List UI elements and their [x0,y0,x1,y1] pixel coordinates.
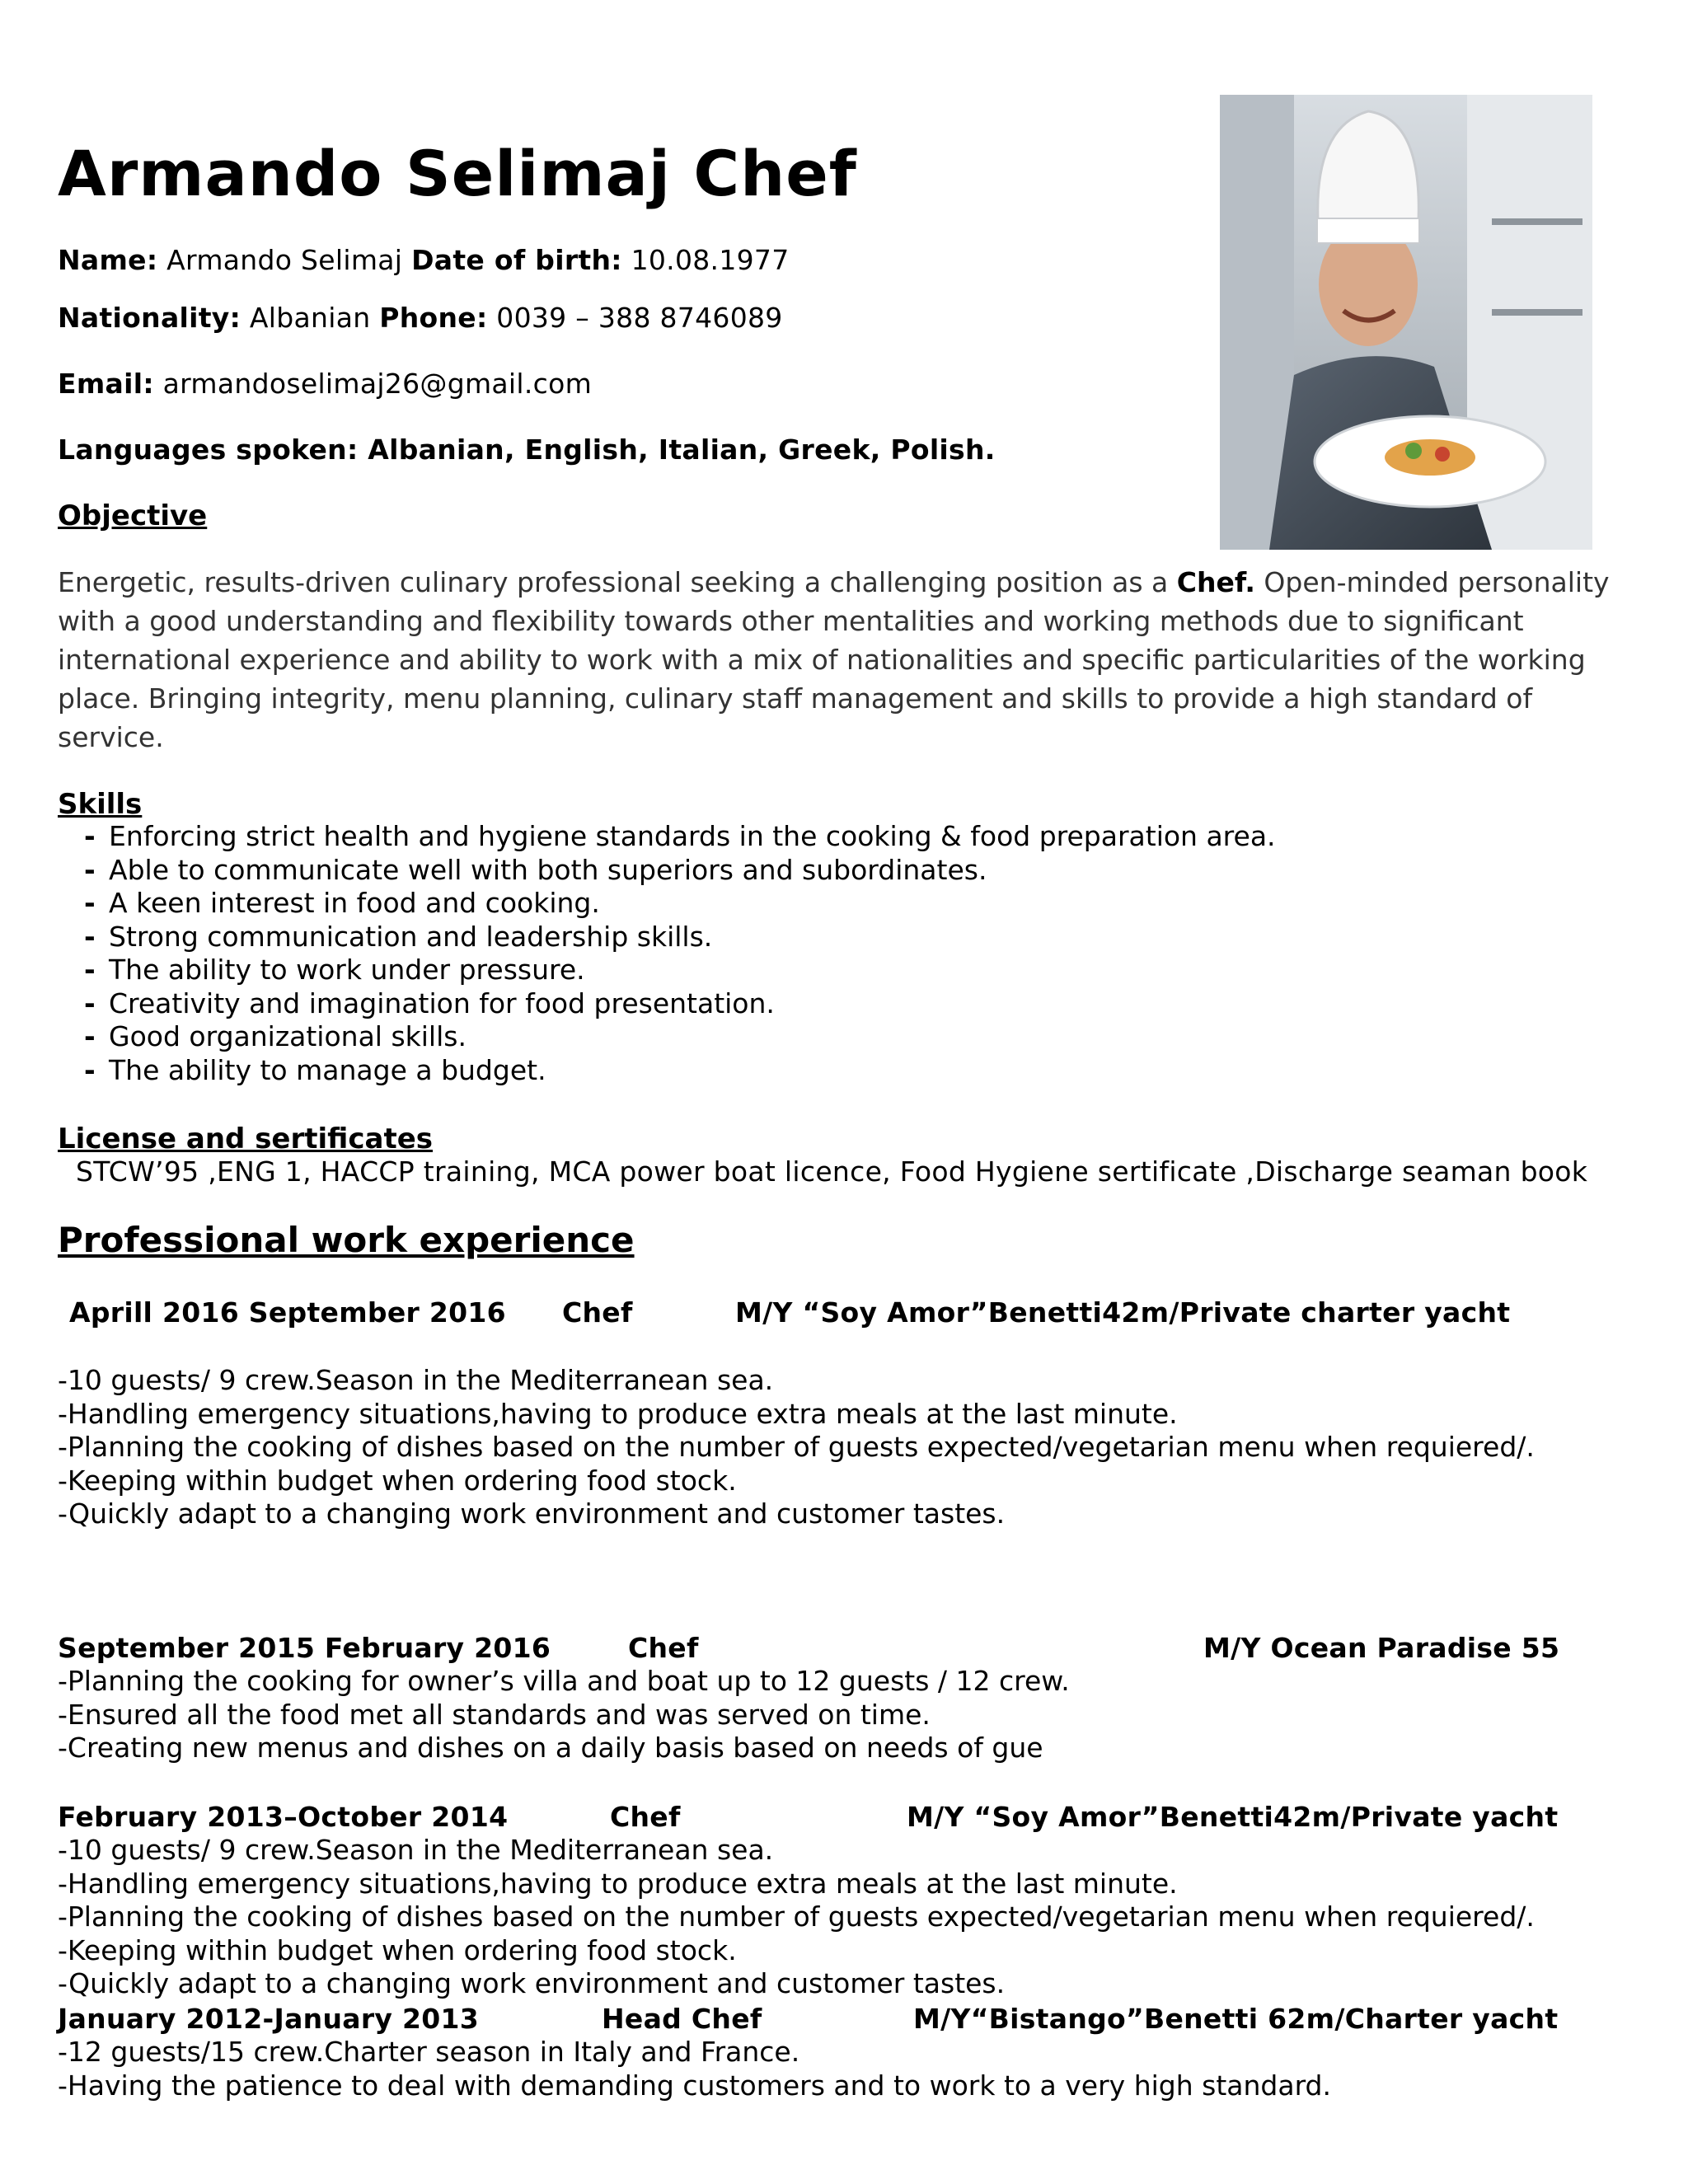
job-duty-item: -Keeping within budget when ordering food stock. [58,1464,737,1497]
job-role: Chef [610,1801,681,1833]
job-duty-item: -Ensured all the food met all standards and was served on time. [58,1698,931,1731]
skill-item [58,887,1276,921]
skill-item [58,854,1276,888]
skills-list [58,820,1276,1087]
dash-bullet-icon: - [84,853,96,886]
skill-text: Good organizational skills. [109,1020,467,1052]
skill-text: Creativity and imagination for food presentation. [109,987,775,1019]
chef-photo [1220,95,1592,550]
job-duties [58,1364,1535,1531]
skill-text: The ability to work under pressure. [109,954,585,986]
skill-text: A keen interest in food and cooking. [109,887,600,919]
chef-portrait-icon [1220,95,1592,550]
objective-text-start: Energetic, results-driven culinary professional seeking a challenging position as a [58,566,1177,598]
dash-bullet-icon: - [84,887,96,919]
nationality-label: Nationality: [58,302,241,334]
skill-text: The ability to manage a budget. [109,1053,546,1086]
job-duty-item: -10 guests/ 9 crew.Season in the Mediterranean sea. [58,1364,774,1396]
job-duty-item: -12 guests/15 crew.Charter season in Italy and France. [58,2036,800,2068]
job-duty-item: -Planning the cooking for owner’s villa and boat up to 12 guests / 12 crew. [58,1665,1070,1697]
dash-bullet-icon: - [84,1020,96,1052]
objective-text [58,563,1640,757]
email-line [58,368,592,400]
objective-text-bold: Chef. [1176,566,1255,598]
dob-value: 10.08.1977 [631,244,790,276]
nationality-value: Albanian [249,302,371,334]
phone-value: 0039 – 388 8746089 [496,302,783,334]
skill-item [58,921,1276,954]
email-value[interactable]: armandoselimaj26@gmail.com [162,368,593,400]
job-duty-item: -Planning the cooking of dishes based on the number of guests expected/vegetarian menu when requiered/. [58,1431,1535,1463]
dash-bullet-icon: - [84,820,96,852]
job-duty-item: -Creating new menus and dishes on a daily basis based on needs of gue [58,1732,1043,1764]
name-line [58,244,790,276]
job-period: February 2013–October 2014 [58,1801,509,1833]
job-duties [58,1665,1070,1765]
skill-item [58,954,1276,987]
objective-heading: Objective [58,499,208,532]
license-text: STCW’95 ,ENG 1, HACCP training, MCA power boat licence, Food Hygiene sertificate ,Discharge seaman book [76,1155,1588,1188]
job-duty-item: -Handling emergency situations,having to produce extra meals at the last minute. [58,1397,1178,1430]
skills-heading: Skills [58,788,143,821]
page-title: Armando Selimaj Chef [58,137,857,210]
skill-item [58,987,1276,1021]
languages-line: Languages spoken: Albanian, English, Italian, Greek, Polish. [58,434,996,466]
license-heading: License and sertificates [58,1122,434,1155]
skill-text: Able to communicate well with both superiors and subordinates. [109,853,987,886]
job-duties [58,2036,1331,2102]
dash-bullet-icon: - [84,1053,96,1086]
job-role: Chef [562,1296,633,1329]
nationality-line [58,302,783,334]
email-label: Email: [58,368,154,400]
job-vessel: M/Y Ocean Paradise 55 [1203,1632,1560,1664]
phone-label: Phone: [379,302,488,334]
job-vessel: M/Y“Bistango”Benetti 62m/Charter yacht [913,2003,1559,2035]
job-duty-item: -10 guests/ 9 crew.Season in the Mediterranean sea. [58,1834,774,1866]
job-role: Chef [628,1632,699,1664]
job-vessel: M/Y “Soy Amor”Benetti42m/Private yacht [907,1801,1559,1833]
skill-text: Enforcing strict health and hygiene standards in the cooking & food preparation area. [109,820,1276,852]
skill-item [58,1054,1276,1088]
job-period: Aprill 2016 September 2016 [69,1296,506,1329]
job-period: September 2015 February 2016 [58,1632,551,1664]
skill-item [58,820,1276,854]
job-duty-item: -Having the patience to deal with demanding customers and to work to a very high standard. [58,2069,1331,2102]
dash-bullet-icon: - [84,954,96,986]
skill-item [58,1020,1276,1054]
job-duty-item: -Keeping within budget when ordering food stock. [58,1933,737,1966]
job-role: Head Chef [602,2003,762,2035]
name-value: Armando Selimaj [166,244,403,276]
dash-bullet-icon: - [84,920,96,953]
job-duties [58,1834,1535,2001]
dash-bullet-icon: - [84,987,96,1019]
objective-text-end: Open-minded personality with a good understanding and flexibility towards other mentalities and working methods due to significant international experience and ability to work with a mix of nationalities and specific particularities of the working place. Bringing integrity, menu planning, culinary staff management and skills to provide a high standard of service. [58,566,1610,753]
job-duty-item: -Quickly adapt to a changing work environment and customer tastes. [58,1967,1006,1999]
experience-heading: Professional work experience [58,1220,635,1260]
job-duty-item: -Handling emergency situations,having to produce extra meals at the last minute. [58,1867,1178,1900]
job-period: January 2012-January 2013 [58,2003,480,2035]
job-vessel: M/Y “Soy Amor”Benetti42m/Private charter yacht [735,1296,1511,1329]
job-duty-item: -Quickly adapt to a changing work environment and customer tastes. [58,1497,1006,1530]
dob-label: Date of birth: [411,244,622,276]
skill-text: Strong communication and leadership skills. [109,920,713,953]
name-label: Name: [58,244,158,276]
job-duty-item: -Planning the cooking of dishes based on the number of guests expected/vegetarian menu when requiered/. [58,1900,1535,1933]
